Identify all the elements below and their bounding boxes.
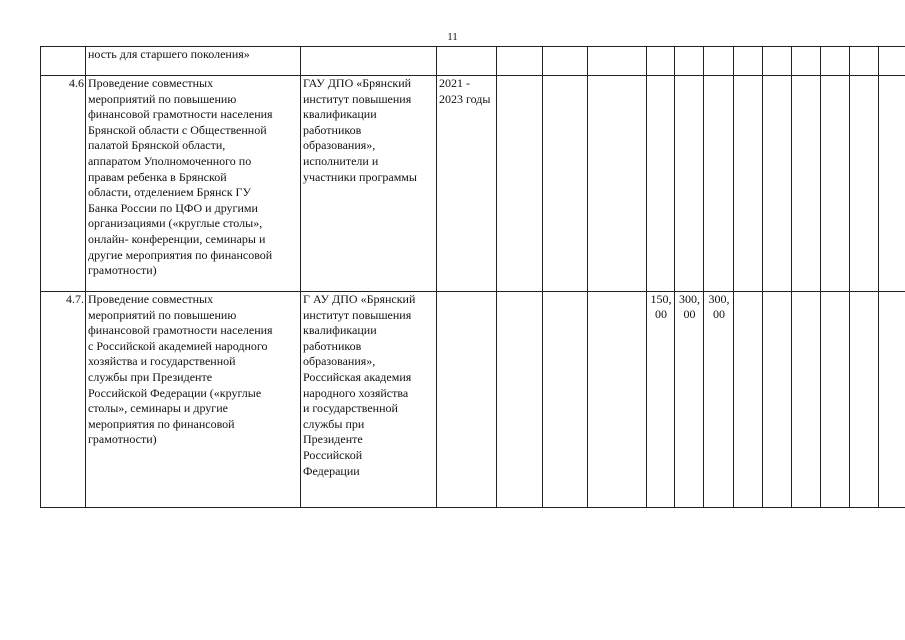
amount-cell xyxy=(704,76,734,292)
amount-cell xyxy=(850,47,879,76)
amount-cell xyxy=(734,47,763,76)
amount-cell xyxy=(675,47,704,76)
amount-cell-2022: 150, 00 xyxy=(647,292,675,508)
activity-name-cell: Проведение совместных мероприятий по повышению финансовой грамотности населения с Российской академией народного хозяйства и государственной службы при Президенте Российской Федерации («круглые столы», семинары и другие мероприятия по финансовой грамотности) xyxy=(86,292,301,508)
amount-cell-2024: 300, 00 xyxy=(704,292,734,508)
amount-cell xyxy=(763,47,792,76)
executor-cell: ГАУ ДПО «Брянский институт повышения квалификации работников образования», исполнители и участники программы xyxy=(301,76,437,292)
activity-name-cell: Проведение совместных мероприятий по повышению финансовой грамотности населения Брянской области с Общественной палатой Брянской области, аппаратом Уполномоченного по правам ребенка в Брянской области, отделением Брянск ГУ Банка России по ЦФО и другими организациями («круглые столы», онлайн- конференции, семинары и другие мероприятия по финансовой грамотности) xyxy=(86,76,301,292)
period-cell xyxy=(437,292,497,508)
amount-cell xyxy=(588,292,647,508)
amount-cell xyxy=(543,47,588,76)
amount-cell xyxy=(497,292,543,508)
executor-cell xyxy=(301,47,437,76)
row-number-cell: 4.7. xyxy=(41,292,86,508)
amount-cell xyxy=(821,47,850,76)
amount-cell xyxy=(850,76,879,292)
period-cell xyxy=(437,47,497,76)
amount-cell xyxy=(879,47,905,76)
amount-cell xyxy=(879,292,905,508)
amount-cell xyxy=(588,47,647,76)
amount-cell xyxy=(879,76,905,292)
amount-cell xyxy=(647,76,675,292)
amount-cell xyxy=(497,76,543,292)
amount-cell xyxy=(792,292,821,508)
row-number-cell xyxy=(41,47,86,76)
amount-cell xyxy=(647,47,675,76)
amount-cell xyxy=(763,292,792,508)
amount-cell xyxy=(850,292,879,508)
executor-cell: Г АУ ДПО «Брянский институт повышения квалификации работников образования», Российская академия народного хозяйства и государственной службы при Президенте Российской Федерации xyxy=(301,292,437,508)
table-row-4-7 xyxy=(41,292,905,508)
amount-cell xyxy=(792,76,821,292)
amount-cell xyxy=(763,76,792,292)
table-row-continuation xyxy=(41,47,905,76)
amount-cell xyxy=(821,292,850,508)
amount-cell xyxy=(675,76,704,292)
activity-name-cell: ность для старшего поколения» xyxy=(86,47,301,76)
amount-cell xyxy=(543,292,588,508)
activity-plan-table xyxy=(40,46,905,508)
page-number: 11 xyxy=(447,31,458,43)
amount-cell-2023: 300, 00 xyxy=(675,292,704,508)
amount-cell xyxy=(588,76,647,292)
period-cell: 2021 - 2023 годы xyxy=(437,76,497,292)
amount-cell xyxy=(734,76,763,292)
amount-cell xyxy=(497,47,543,76)
table-row-4-6 xyxy=(41,76,905,292)
amount-cell xyxy=(704,47,734,76)
row-number-cell: 4.6 xyxy=(41,76,86,292)
amount-cell xyxy=(734,292,763,508)
amount-cell xyxy=(821,76,850,292)
amount-cell xyxy=(792,47,821,76)
amount-cell xyxy=(543,76,588,292)
